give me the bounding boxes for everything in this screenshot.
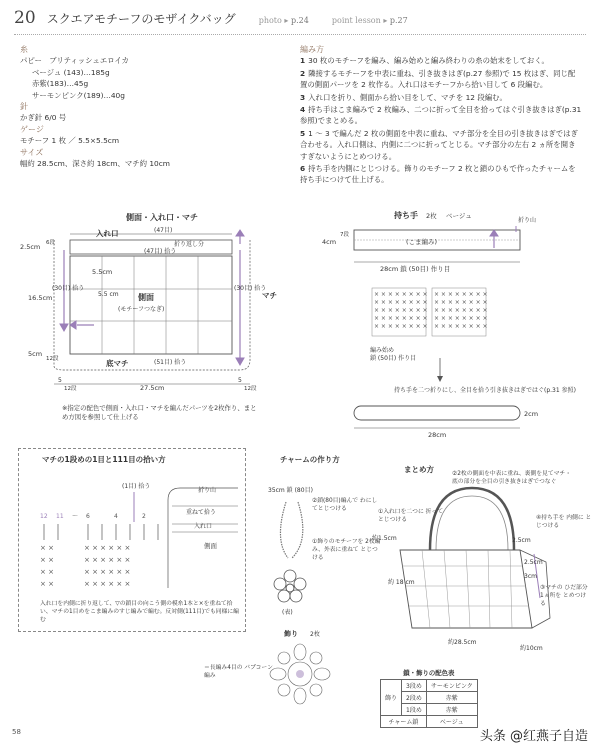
finish-note-3: ③マチの ひだ部分 1ヵ所を とめつける bbox=[540, 585, 588, 607]
svg-text:× ×: × × bbox=[40, 544, 54, 552]
dim-6-rows: 6段 bbox=[46, 240, 55, 246]
pattern-title: スクエアモチーフのモザイクバッグ bbox=[46, 12, 236, 26]
method-step: 5 1 ～ 3 で編んだ 2 枚の側面を中表に重ね、マチ部分を全目の引き抜きはぎではぎ合わせる。入れ口側は、内側に二つに折ってとじる。マチ部分の左右 2 ヵ所を開きすぎないようにとめつける。 bbox=[300, 128, 578, 161]
yarn-line: パピー ブリティッシュエロイカ bbox=[20, 56, 129, 66]
svg-text:× × × × × ×: × × × × × × bbox=[84, 568, 131, 576]
pickup-desc: 入れ口を内側に折り返して、▽の鎖目の向こう側の模糸1本と×を重ねて拾い、マチの1目めをこま編みのすじ編みで編む。反対側(111目)でも同様に編む bbox=[40, 601, 239, 623]
fold-label: 折り返し分 bbox=[174, 241, 205, 248]
handle-start: 編み始め bbox=[370, 347, 395, 354]
handle-sc: (こま編み) bbox=[406, 238, 438, 246]
svg-text:× × × × × × × ×: × × × × × × × × bbox=[434, 299, 488, 306]
method-heading: 編み方 bbox=[300, 45, 324, 54]
color-table-title: 鎖・飾りの配色表 bbox=[403, 669, 455, 677]
dim-5-5cm-b: 5.5 cm bbox=[98, 291, 119, 298]
width-12-rows-right: 12段 bbox=[244, 386, 257, 392]
charm-chain: 35cm 鎖 (80目) bbox=[268, 487, 313, 494]
handle-color: ベージュ bbox=[446, 212, 472, 220]
table-row: 2段め 赤紫 bbox=[381, 692, 478, 704]
handle-chain: 鎖 (50目) 作り目 bbox=[370, 355, 417, 362]
side-sub-label: (モチーフつなぎ) bbox=[118, 306, 165, 313]
lesson-ref: point lesson ▸ p.27 bbox=[331, 16, 408, 25]
dim-2-5cm: 2.5cm bbox=[20, 243, 41, 251]
yarn-heading: 糸 bbox=[20, 45, 28, 54]
finish-note-4: ④持ち手を 内側に とじつける bbox=[536, 515, 592, 529]
dim-3cm: 3cm bbox=[524, 573, 537, 580]
dim-12-rows: 12段 bbox=[46, 356, 59, 362]
svg-text:× ×: × × bbox=[40, 580, 54, 588]
charm-fold-note: ②鎖(80目)編んで わにしてとじつける bbox=[312, 498, 378, 512]
yarn-line: ベージュ (143)…185g bbox=[32, 67, 110, 77]
method-step: 2 隣接するモチーフを中表に重ね、引き抜きはぎ(p.27 参照)で 15 枚はぎ、同じ配置の側面パーツを 2 枚作る。入れ口はモチーフから拾い目して 6 段編む。 bbox=[300, 68, 576, 90]
pickup-47: (47目) 拾う bbox=[144, 248, 177, 255]
dim-18cm: 約 18 cm bbox=[388, 579, 415, 586]
method-step: 4 持ち手はこま編みで 2 枚編み、二つに折って全目を拾ってはぐ引き抜きはぎ(p.31 参照)でまとめる。 bbox=[300, 105, 582, 126]
dim-5-5cm-a: 5.5cm bbox=[92, 268, 113, 276]
handle-h2: 2cm bbox=[524, 410, 539, 418]
gauge-heading: ゲージ bbox=[20, 124, 44, 134]
size-line: 幅約 28.5cm、深さ約 18cm、マチ約 10cm bbox=[20, 159, 171, 169]
svg-text:× × × × × × × ×: × × × × × × × × bbox=[434, 323, 488, 330]
width-5-right: 5 bbox=[238, 377, 242, 384]
arrow-num: 2 bbox=[142, 513, 146, 520]
pickup-side: 側面 bbox=[204, 542, 217, 550]
svg-text:× × × × × × × ×: × × × × × × × × bbox=[374, 299, 428, 306]
svg-text:× ×: × × bbox=[40, 556, 54, 564]
table-row: 1段め 赤紫 bbox=[381, 704, 478, 716]
pickup-51: (51目) 拾う bbox=[154, 359, 187, 366]
handle-fold: 折り山 bbox=[518, 217, 537, 224]
yarn-line: 赤紫(183)…45g bbox=[32, 79, 89, 89]
needle-line: かぎ針 6/0 号 bbox=[20, 113, 67, 123]
handle-width: 28cm 鎖 (50目) 作り目 bbox=[380, 265, 451, 273]
pickup-30-right: (30目) 拾う bbox=[234, 285, 267, 292]
charm-diagram bbox=[258, 448, 368, 718]
page-number: 58 bbox=[12, 728, 21, 736]
gauge-line: モチーフ 1 枚 ／ 5.5×5.5cm bbox=[20, 136, 120, 146]
pickup-title: マチの1段めの1目と111目の拾い方 bbox=[42, 455, 166, 464]
method-block bbox=[300, 44, 582, 187]
svg-text:× × × × × ×: × × × × × × bbox=[84, 556, 131, 564]
arrow-num: 4 bbox=[114, 513, 118, 520]
handle-count: 2枚 bbox=[426, 212, 437, 220]
svg-text:× ×: × × bbox=[40, 568, 54, 576]
bottom-gusset-label: 底マチ bbox=[106, 359, 129, 368]
dim-28-5cm: 約28.5cm bbox=[448, 639, 477, 646]
svg-text:× × × × × ×: × × × × × × bbox=[84, 544, 131, 552]
finish-note-1: ①入れ口を二つに 折ってとじつける bbox=[378, 509, 444, 523]
width-5: 5 bbox=[58, 377, 62, 384]
dim-16-5cm: 16.5cm bbox=[28, 294, 53, 302]
svg-text:× × × × × × × ×: × × × × × × × × bbox=[374, 307, 428, 314]
materials-block bbox=[20, 44, 280, 169]
svg-text:× × × × × × × ×: × × × × × × × × bbox=[434, 291, 488, 298]
deco-title: 飾り bbox=[284, 630, 298, 638]
handle-diagram bbox=[310, 208, 590, 440]
charm-motif-note: ①飾りのモチーフを 2枚編み、外表に重ねて とじつける bbox=[312, 539, 381, 561]
arrow-num: 11 bbox=[56, 513, 64, 520]
finish-diagram bbox=[360, 458, 590, 658]
gusset-label: マチ bbox=[262, 291, 277, 300]
handle-title: 持ち手 bbox=[394, 211, 418, 220]
handle-h4: 4cm bbox=[322, 238, 337, 246]
handle-h7: 7段 bbox=[340, 232, 349, 238]
yarn-line: サーモンピンク(189)…40g bbox=[32, 90, 125, 100]
svg-text:× × × × × ×: × × × × × × bbox=[84, 580, 131, 588]
top-rows: (47目) bbox=[154, 227, 173, 234]
dim-1-5cm: 約1.5cm bbox=[372, 535, 397, 542]
photo-ref: photo ▸ p.24 bbox=[258, 16, 309, 25]
side-label: 側面 bbox=[138, 293, 154, 302]
side-diagram-title: 側面・入れ口・マチ bbox=[126, 213, 198, 222]
dim-2-5cm-b: 2.5cm bbox=[524, 559, 543, 566]
dim-5cm: 5cm bbox=[28, 350, 43, 358]
svg-text:× × × × × × × ×: × × × × × × × × bbox=[374, 291, 428, 298]
dim-2-5cm-a: 2.5cm bbox=[512, 537, 531, 544]
color-table-block bbox=[380, 668, 478, 728]
dim-10cm: 約10cm bbox=[520, 645, 543, 652]
width-12-rows: 12段 bbox=[64, 386, 77, 392]
svg-text:× × × × × × × ×: × × × × × × × × bbox=[434, 315, 488, 322]
svg-text:× × × × × × × ×: × × × × × × × × bbox=[374, 315, 428, 322]
table-row: チャーム鎖 ベージュ bbox=[381, 716, 478, 728]
pickup-opening: 入れ口 bbox=[194, 523, 213, 530]
page-header bbox=[14, 8, 586, 35]
method-step: 1 30 枚のモチーフを編み、編み始めと編み終わりの糸の始末をしておく。 bbox=[300, 56, 549, 66]
svg-text:× × × × × × × ×: × × × × × × × × bbox=[374, 323, 428, 330]
pickup-fold: 折り山 bbox=[198, 487, 217, 494]
pickup-1: (1目) 拾う bbox=[122, 483, 151, 490]
deco-count: 2枚 bbox=[310, 631, 320, 638]
arrow-num: 12 bbox=[40, 513, 48, 520]
color-table bbox=[380, 679, 478, 728]
arrow-num: ～ bbox=[72, 513, 79, 520]
watermark: 头条 @红燕子自造 bbox=[479, 729, 588, 744]
method-step: 3 入れ口を折り、側面から拾い目をして、マチを 12 段編む。 bbox=[300, 92, 507, 102]
charm-colorcode: (表) bbox=[282, 609, 293, 616]
table-row: 飾り 3段め サーモンピンク bbox=[381, 680, 478, 692]
arrow-num: 6 bbox=[86, 513, 90, 520]
pickup-overlap: 重ねて拾う bbox=[186, 509, 216, 516]
width-27-5cm: 27.5cm bbox=[140, 384, 165, 392]
finish-note-2: ②2枚の側面を中表に重ね、裏側を見てマチ・底の部分を全目の引き抜きはぎでつなぐ bbox=[452, 471, 572, 485]
opening-label: 入れ口 bbox=[96, 229, 119, 238]
popcorn-legend: ＝長編み4目の パプコーン編み bbox=[204, 665, 273, 679]
side-diagram-note: ※指定の配色で側面・入れ口・マチを編んだパーツを2枚作り、まとめ方図を参照して仕上げる bbox=[62, 404, 257, 421]
pickup-30-left: (30目) 拾う bbox=[52, 285, 85, 292]
finish-title: まとめ方 bbox=[404, 465, 434, 474]
svg-text:× × × × × × × ×: × × × × × × × × bbox=[434, 307, 488, 314]
size-heading: サイズ bbox=[20, 147, 44, 157]
charm-title: チャームの作り方 bbox=[280, 455, 340, 464]
handle-join: 持ち手を二つ折りにし、全目を拾う引き抜きはぎではぐ(p.31 参照) bbox=[394, 387, 576, 394]
method-step: 6 持ち手を内側にとじつける。飾りのモチーフ 2 枚と鎖のひもで作ったチャームを持ち手につけて仕上げる。 bbox=[300, 164, 576, 185]
handle-width-2: 28cm bbox=[428, 431, 447, 439]
pattern-number: 20 bbox=[14, 8, 36, 28]
needle-heading: 針 bbox=[20, 102, 28, 112]
